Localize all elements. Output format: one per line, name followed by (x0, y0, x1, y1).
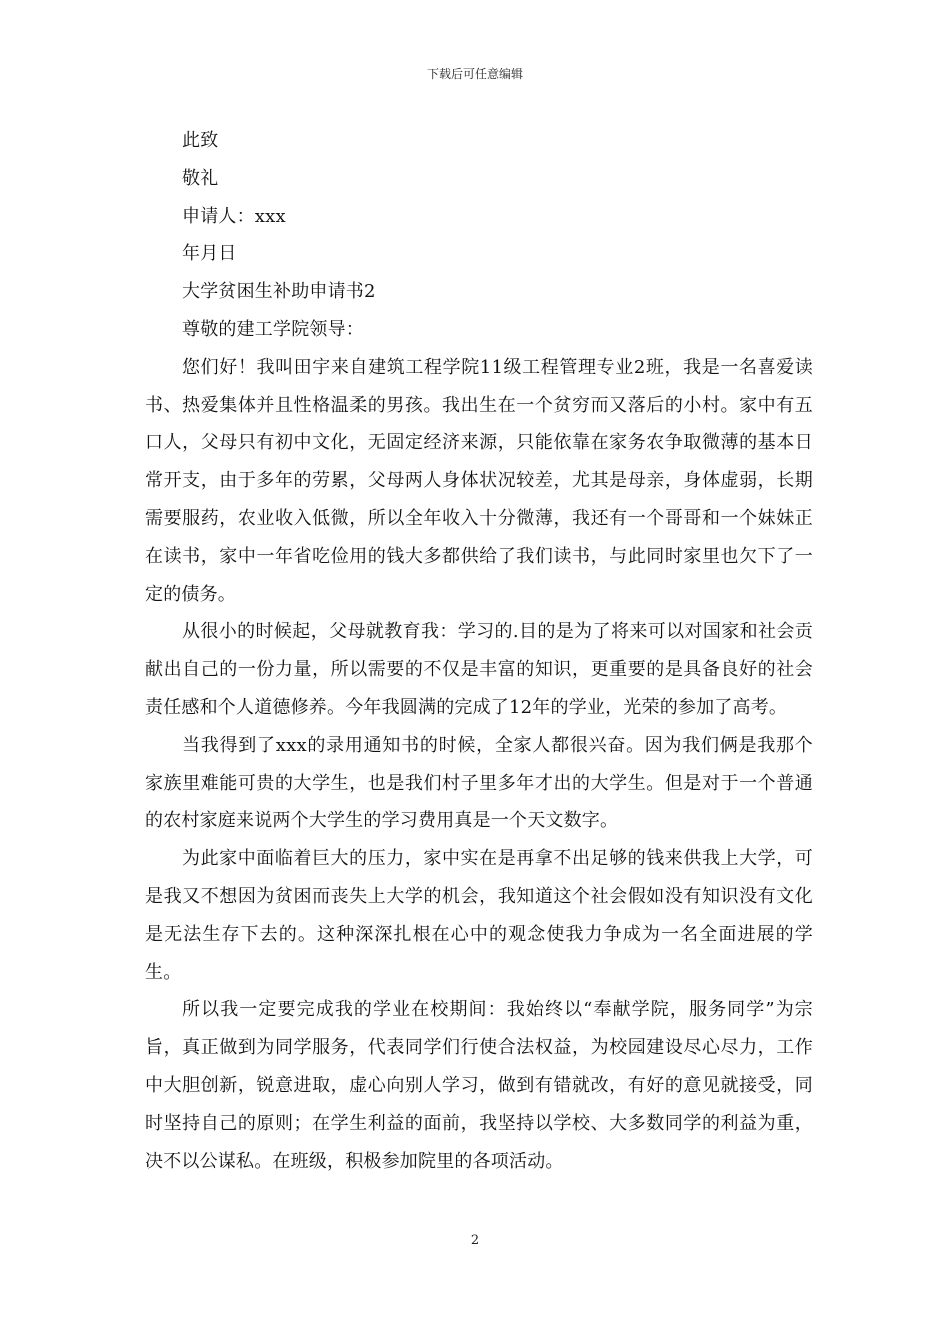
page-number: 2 (470, 1233, 480, 1248)
paragraph-school-commitment: 所以我一定要完成我的学业在校期间：我始终以“奉献学院，服务同学”为宗旨，真正做到为同学服务，代表同学们行使合法权益，为校园建设尽心尽力，工作中大胆创新，锐意进取，虚心向别人学习，做到有错就改，有好的意见就接受，同时坚持自己的原则；在学生利益的面前，我坚持以学校、大多数同学的利益为重，决不以公谋私。在班级，积极参加院里的各项活动。 (145, 999, 813, 1172)
date-line: 年月日 (182, 243, 237, 265)
paragraph-admission: 当我得到了xxx的录用通知书的时候，全家人都很兴奋。因为我们俩是我那个家族里难能可贵的大学生，也是我们村子里多年才出的大学生。但是对于一个普通的农村家庭来说两个大学生的学习费用真是一个天文数字。 (145, 734, 813, 832)
paragraph-introduction: 您们好！我叫田宇来自建筑工程学院11级工程管理专业2班，我是一名喜爱读书、热爱集体并且性格温柔的男孩。我出生在一个贫穷而又落后的小村。家中有五口人，父母只有初中文化，无固定经济来源，只能依靠在家务农争取微薄的基本日常开支，由于多年的劳累，父母两人身体状况较差，尤其是母亲，身体虚弱，长期需要服药，农业收入低微，所以全年收入十分微薄，我还有一个哥哥和一个妹妹正在读书，家中一年省吃俭用的钱大多都供给了我们读书，与此同时家里也欠下了一定的债务。 (145, 356, 813, 605)
closing-regards: 敬礼 (182, 167, 219, 189)
greeting-line: 尊敬的建工学院领导： (182, 318, 364, 340)
section-title: 大学贫困生补助申请书2 (182, 281, 376, 303)
paragraph-financial-pressure: 为此家中面临着巨大的压力，家中实在是再拿不出足够的钱来供我上大学，可是我又不想因为贫困而丧失上大学的机会，我知道这个社会假如没有知识没有文化是无法生存下去的。这种深深扎根在心中的观念使我力争成为一名全面进展的学生。 (145, 848, 813, 983)
closing-salutation: 此致 (182, 130, 219, 151)
applicant-line: 申请人：xxx (182, 205, 286, 227)
header-note: 下载后可任意编辑 (426, 67, 523, 81)
document-body (145, 122, 813, 1180)
paragraph-education: 从很小的时候起，父母就教育我：学习的.目的是为了将来可以对国家和社会贡献出自己的一份力量，所以需要的不仅是丰富的知识，更重要的是具备良好的社会责任感和个人道德修养。今年我圆满的完成了12年的学业，光荣的参加了高考。 (145, 621, 813, 718)
